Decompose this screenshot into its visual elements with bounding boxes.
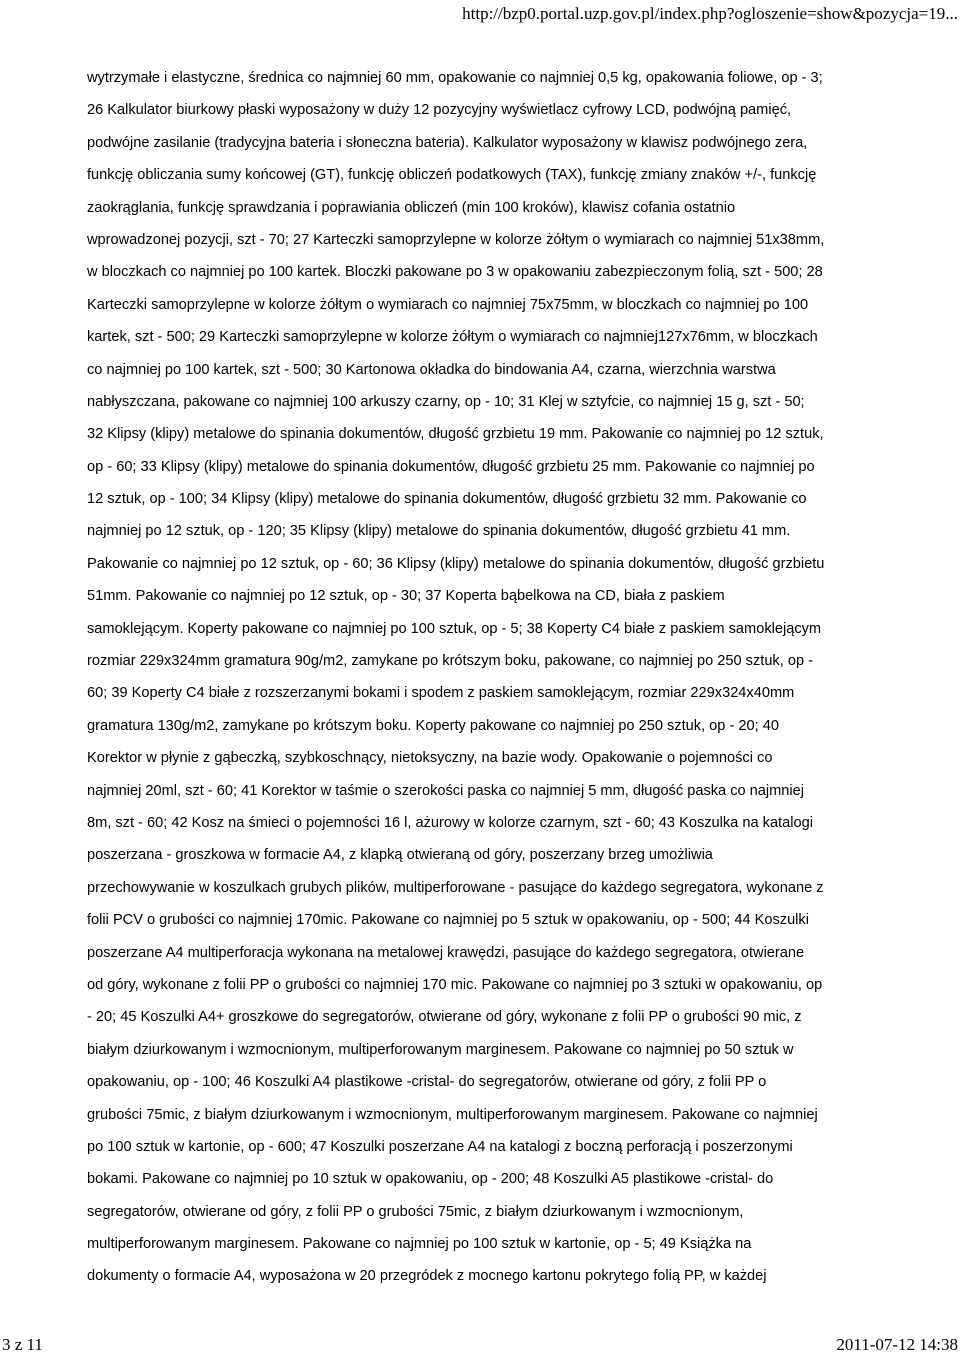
text-line: - 20; 45 Koszulki A4+ groszkowe do segregatorów, otwierane od góry, wykonane z folii PP o grubości 90 mic, z (87, 1009, 802, 1026)
text-line: dokumenty o formacie A4, wyposażona w 20 przegródek z mocnego kartonu pokrytego folią PP, w każdej (87, 1268, 767, 1285)
text-line: w bloczkach co najmniej po 100 kartek. Bloczki pakowane po 3 w opakowaniu zabezpieczonym folią, szt - 500; 28 (87, 264, 823, 281)
text-line: najmniej 20ml, szt - 60; 41 Korektor w taśmie o szerokości paska co najmniej 5 mm, długość paska co najmniej (87, 782, 805, 799)
text-line: kartek, szt - 500; 29 Karteczki samoprzylepne w kolorze żółtym o wymiarach co najmniej127x76mm, w bloczkach (87, 329, 818, 346)
text-line: najmniej po 12 sztuk, op - 120; 35 Klipsy (klipy) metalowe do spinania dokumentów, długość grzbietu 41 mm. (87, 523, 791, 540)
page-url: http://bzp0.portal.uzp.gov.pl/index.php?ogloszenie=show&pozycja=19... (462, 4, 958, 23)
text-line: wytrzymałe i elastyczne, średnica co najmniej 60 mm, opakowanie co najmniej 0,5 kg, opakowania foliowe, op - 3; (87, 70, 823, 86)
text-line: poszerzane A4 multiperforacja wykonana na metalowej krawędzi, pasujące do każdego segregatora, otwierane (87, 944, 805, 961)
text-line: folii PCV o grubości co najmniej 170mic. Pakowane co najmniej po 5 sztuk w opakowaniu, op - 500; 44 Koszulki (87, 912, 809, 929)
text-line: Karteczki samoprzylepne w kolorze żółtym o wymiarach co najmniej 75x75mm, w bloczkach co najmniej po 100 (87, 296, 809, 313)
text-line: 60; 39 Koperty C4 białe z rozszerzanymi bokami i spodem z paskiem samoklejącym, rozmiar 229x324x40mm (87, 685, 795, 702)
text-line: Korektor w płynie z gąbeczką, szybkoschnący, nietoksyczny, na bazie wody. Opakowanie o pojemności co (87, 750, 773, 767)
page-number: 3 z 11 (2, 1335, 43, 1354)
text-line: po 100 sztuk w kartonie, op - 600; 47 Koszulki poszerzane A4 na katalogi z boczną perforacją i poszerzonymi (87, 1138, 793, 1155)
text-line: bokami. Pakowane co najmniej po 10 sztuk w opakowaniu, op - 200; 48 Koszulki A5 plastikowe -cristal- do (87, 1171, 774, 1188)
text-line: funkcję obliczania sumy końcowej (GT), funkcję obliczeń podatkowych (TAX), funkcję zmiany znaków +/-, funkcję (87, 167, 817, 184)
text-line: co najmniej po 100 kartek, szt - 500; 30 Kartonowa okładka do bindowania A4, czarna, wierzchnia warstwa (87, 361, 776, 378)
text-line: 12 sztuk, op - 100; 34 Klipsy (klipy) metalowe do spinania dokumentów, długość grzbietu 32 mm. Pakowanie co (87, 491, 807, 508)
text-line: 32 Klipsy (klipy) metalowe do spinania dokumentów, długość grzbietu 19 mm. Pakowanie co najmniej po 12 sztuk, (87, 426, 824, 443)
text-line: poszerzana - groszkowa w formacie A4, z klapką otwieraną od góry, poszerzany brzeg umożliwia (87, 847, 713, 864)
text-line: od góry, wykonane z folii PP o grubości co najmniej 170 mic. Pakowane co najmniej po 3 sztuki w opakowaniu, op (87, 976, 823, 993)
text-line: 26 Kalkulator biurkowy płaski wyposażony w duży 12 pozycyjny wyświetlacz cyfrowy LCD, podwójną pamięć, (87, 102, 792, 119)
document-body (87, 62, 907, 1293)
text-line: zaokrąglania, funkcję sprawdzania i poprawiania obliczeń (min 100 kroków), klawisz cofania ostatnio (87, 199, 736, 216)
text-line: op - 60; 33 Klipsy (klipy) metalowe do spinania dokumentów, długość grzbietu 25 mm. Pakowanie co najmniej po (87, 458, 815, 475)
text-line: segregatorów, otwierane od góry, z folii PP o grubości 75mic, z białym dziurkowanym i wzmocnionym, (87, 1203, 744, 1220)
text-line: opakowaniu, op - 100; 46 Koszulki A4 plastikowe -cristal- do segregatorów, otwierane od góry, z folii PP o (87, 1074, 767, 1091)
text-line: 51mm. Pakowanie co najmniej po 12 sztuk, op - 30; 37 Koperta bąbelkowa na CD, biała z paskiem (87, 588, 725, 605)
text-line: 8m, szt - 60; 42 Kosz na śmieci o pojemności 16 l, ażurowy w kolorze czarnym, szt - 60; 43 Koszulka na katalogi (87, 814, 813, 831)
text-line: grubości 75mic, z białym dziurkowanym i wzmocnionym, multiperforowanym marginesem. Pakowane co najmniej (87, 1106, 818, 1123)
text-line: wprowadzonej pozycji, szt - 70; 27 Karteczki samoprzylepne w kolorze żółtym o wymiarach co najmniej 51x38mm, (87, 231, 825, 248)
text-line: podwójne zasilanie (tradycyjna bateria i słoneczna bateria). Kalkulator wyposażony w klawisz podwójnego zera, (87, 134, 808, 151)
text-line: Pakowanie co najmniej po 12 sztuk, op - 60; 36 Klipsy (klipy) metalowe do spinania dokumentów, długość grzbietu (87, 555, 825, 572)
text-line: przechowywanie w koszulkach grubych plików, multiperforowane - pasujące do każdego segregatora, wykonane z (87, 879, 824, 896)
text-line: gramatura 130g/m2, zamykane po krótszym boku. Koperty pakowane co najmniej po 250 sztuk, op - 20; 40 (87, 717, 779, 734)
text-line: białym dziurkowanym i wzmocnionym, multiperforowanym marginesem. Pakowane co najmniej po 50 sztuk w (87, 1041, 794, 1058)
text-line: samoklejącym. Koperty pakowane co najmniej po 100 sztuk, op - 5; 38 Koperty C4 białe z paskiem samoklejącym (87, 620, 822, 637)
print-datetime: 2011-07-12 14:38 (836, 1335, 958, 1354)
text-line: multiperforowanym marginesem. Pakowane co najmniej po 100 sztuk w kartonie, op - 5; 49 Książka na (87, 1236, 752, 1253)
text-line: nabłyszczana, pakowane co najmniej 100 arkuszy czarny, op - 10; 31 Klej w sztyfcie, co najmniej 15 g, szt - 50; (87, 393, 805, 410)
text-line: rozmiar 229x324mm gramatura 90g/m2, zamykane po krótszym boku, pakowane, co najmniej po 250 sztuk, op - (87, 653, 813, 670)
